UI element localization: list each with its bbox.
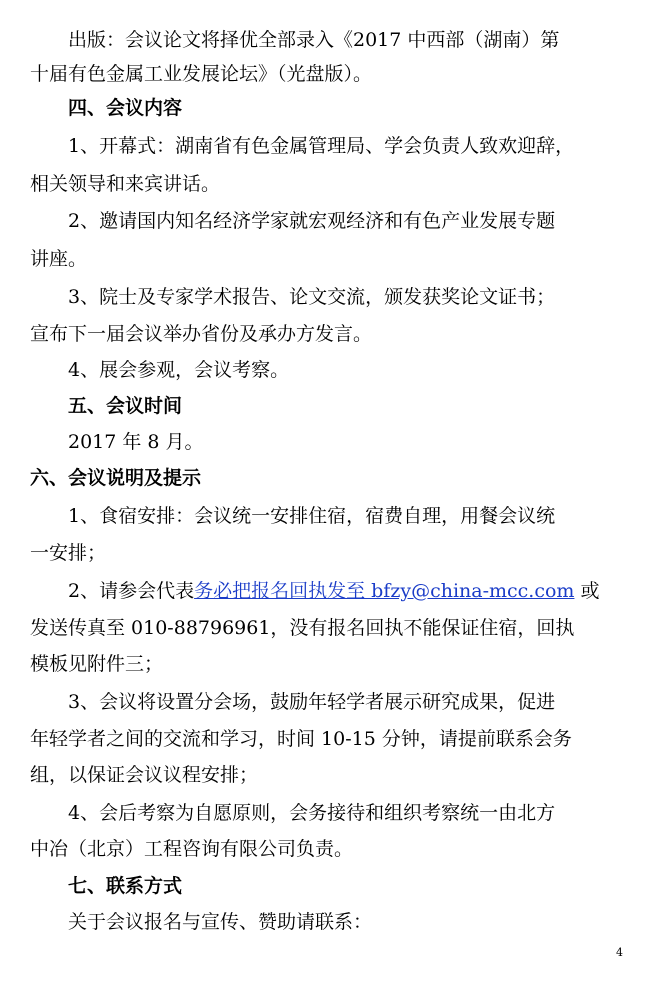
section-5-heading: 五、会议时间 bbox=[68, 395, 183, 417]
section-7-heading: 七、联系方式 bbox=[68, 875, 183, 897]
section-6-item-4-line-2: 中冶（北京）工程咨询有限公司负责。 bbox=[30, 838, 354, 860]
section-4-item-3-line-1: 3、院士及专家学术报告、论文交流，颁发获奖论文证书； bbox=[68, 286, 556, 308]
section-6-item-1-line-2: 一安排； bbox=[30, 542, 107, 564]
section-5-date: 2017 年 8 月。 bbox=[68, 431, 204, 453]
section-4-heading: 四、会议内容 bbox=[68, 97, 183, 119]
section-6-item-2-line-3: 模板见附件三； bbox=[30, 653, 164, 675]
section-6-heading: 六、会议说明及提示 bbox=[30, 467, 202, 489]
section-4-item-4: 4、展会参观，会议考察。 bbox=[68, 359, 290, 381]
section-4-item-3-line-2: 宣布下一届会议举办省份及承办方发言。 bbox=[30, 323, 373, 345]
section-6-item-3-line-1: 3、会议将设置分会场，鼓励年轻学者展示研究成果，促进 bbox=[68, 691, 556, 713]
section-4-item-1-line-2: 相关领导和来宾讲话。 bbox=[30, 173, 221, 195]
page-number: 4 bbox=[616, 946, 623, 959]
section-4-item-2-line-2: 讲座。 bbox=[30, 248, 88, 270]
section-4-item-2-line-1: 2、邀请国内知名经济学家就宏观经济和有色产业发展专题 bbox=[68, 210, 556, 232]
section-6-item-3-line-3: 组，以保证会议议程安排； bbox=[30, 764, 259, 786]
section-6-item-3-line-2: 年轻学者之间的交流和学习，时间 10-15 分钟，请提前联系会务 bbox=[30, 728, 572, 750]
section-7-intro: 关于会议报名与宣传、赞助请联系： bbox=[68, 911, 373, 933]
section-4-item-1-line-1: 1、开幕式：湖南省有色金属管理局、学会负责人致欢迎辞， bbox=[68, 135, 575, 157]
section-6-item-1-line-1: 1、食宿安排：会议统一安排住宿，宿费自理，用餐会议统 bbox=[68, 505, 556, 527]
section-6-item-2-line-2: 发送传真至 010-88796961，没有报名回执不能保证住宿，回执 bbox=[30, 617, 575, 639]
section-6-item-4-line-1: 4、会后考察为自愿原则，会务接待和组织考察统一由北方 bbox=[68, 802, 556, 824]
email-link[interactable]: 务必把报名回执发至 bfzy@china-mcc.com bbox=[194, 580, 575, 602]
publication-line-2: 十届有色金属工业发展论坛》（光盘版）。 bbox=[30, 63, 373, 85]
publication-line-1: 出版：会议论文将择优全部录入《2017 中西部（湖南）第 bbox=[68, 29, 560, 51]
section-6-item-2-prefix: 2、请参会代表 bbox=[68, 580, 195, 602]
section-6-item-2-line-1 bbox=[68, 573, 630, 609]
section-6-item-2-suffix: 或 bbox=[574, 580, 600, 602]
